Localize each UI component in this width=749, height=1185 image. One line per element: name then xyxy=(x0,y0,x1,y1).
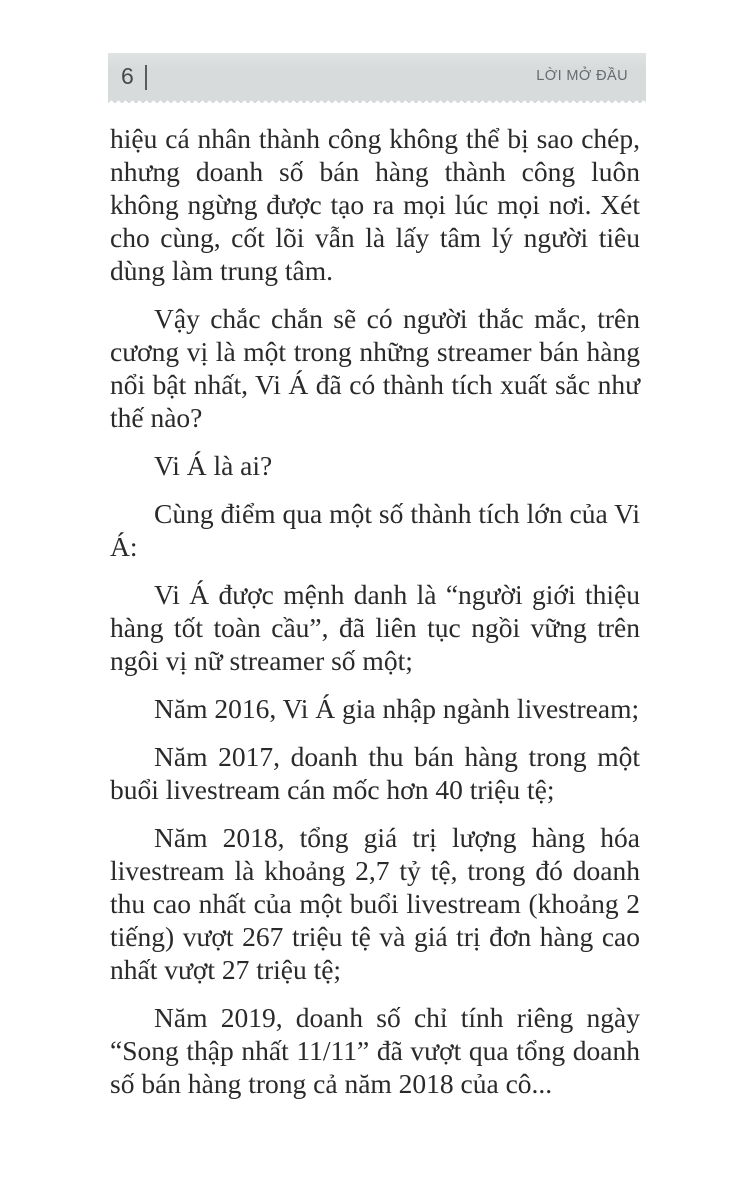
page-header xyxy=(108,53,646,98)
paragraph: Vi Á là ai? xyxy=(154,450,273,481)
paragraph: Năm 2018, tổng giá trị lượng hàng hóa livestream là khoảng 2,7 tỷ tệ, trong đó doanh thu cao nhất của một buổi livestream (khoảng 2 tiếng) vượt 267 triệu tệ và giá trị đơn hàng cao nhất vượt 27 triệu tệ; xyxy=(110,822,640,985)
page-number: 6 xyxy=(121,62,134,89)
paragraph: Năm 2016, Vi Á gia nhập ngành livestream; xyxy=(154,693,640,724)
header-divider xyxy=(145,65,147,90)
paragraph: Năm 2017, doanh thu bán hàng trong một buổi livestream cán mốc hơn 40 triệu tệ; xyxy=(110,741,640,805)
paragraph: Vậy chắc chắn sẽ có người thắc mắc, trên cương vị là một trong những streamer bán hàng nổi bật nhất, Vi Á đã có thành tích xuất sắc như thế nào? xyxy=(110,303,640,433)
paragraph: Năm 2019, doanh số chỉ tính riêng ngày “Song thập nhất 11/11” đã vượt qua tổng doanh số bán hàng trong cả năm 2018 của cô... xyxy=(110,1002,640,1099)
body-text xyxy=(110,122,640,1100)
paragraph: Cùng điểm qua một số thành tích lớn của Vi Á: xyxy=(110,498,640,562)
paragraph: hiệu cá nhân thành công không thể bị sao chép, nhưng doanh số bán hàng thành công luôn không ngừng được tạo ra mọi lúc mọi nơi. Xét cho cùng, cốt lõi vẫn là lấy tâm lý người tiêu dùng làm trung tâm. xyxy=(110,123,640,286)
header-torn-edge xyxy=(108,98,646,103)
section-title: LỜI MỞ ĐẦU xyxy=(536,67,628,84)
paragraph: Vi Á được mệnh danh là “người giới thiệu hàng tốt toàn cầu”, đã liên tục ngồi vững trên ngôi vị nữ streamer số một; xyxy=(110,579,640,676)
